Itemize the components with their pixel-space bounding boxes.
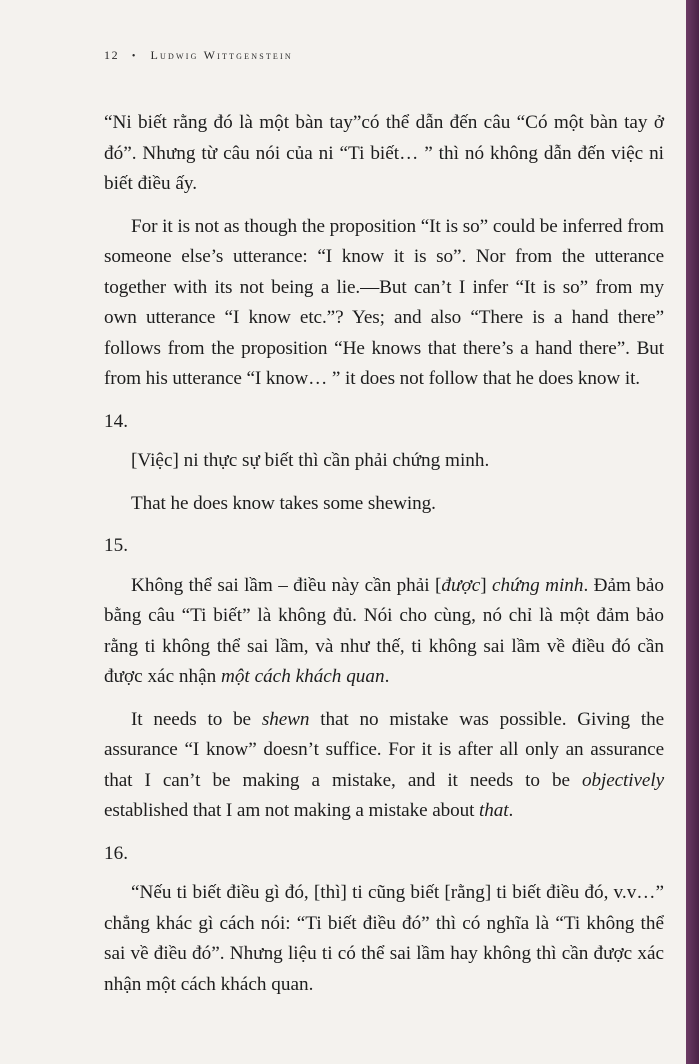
text-segment: ] xyxy=(480,574,492,596)
paragraph-vietnamese-16: “Nếu ti biết điều gì đó, [thì] ti cũng biết [rằng] ti biết điều đó, v.v…” chẳng khác gì cách nói: “Ti biết điều đó” thì có nghĩa là “Ti không thể sai về điều đó”. Nhưng liệu ti có thể sai lầm hay không thì cần được xác nhận một cách khách quan. xyxy=(104,882,664,995)
section-number-14: 14. xyxy=(104,410,128,432)
paragraph-english-15 xyxy=(104,705,664,827)
author-name: Ludwig Wittgenstein xyxy=(150,48,293,62)
book-cover-edge xyxy=(686,0,699,1064)
text-segment: established that I am not making a mistake about xyxy=(104,800,480,821)
italic-segment: chứng minh xyxy=(491,574,584,596)
italic-segment: shewn xyxy=(261,708,310,730)
text-segment: Không thể sai lầm – điều này cần phải [ xyxy=(131,574,442,596)
italic-segment: that xyxy=(479,800,509,821)
running-header xyxy=(104,48,293,63)
text-segment: that no mistake was possible. Giving the assurance “I know” doesn’t suffice. For it is after all only an assurance that I can’t be making a mistake, and it needs to be xyxy=(104,708,664,791)
page-number: 12 xyxy=(104,48,120,62)
header-separator: • xyxy=(131,51,137,62)
paragraph-vietnamese-14: [Việc] ni thực sự biết thì cần phải chứng minh. xyxy=(131,450,490,471)
text-segment: . xyxy=(384,666,390,687)
section-number-15: 15. xyxy=(104,535,128,556)
paragraph-english-1: For it is not as though the proposition “It is so” could be inferred from someone else’s utterance: “I know it is so”. Nor from the utterance together with its not being a lie.—But can’t I infer “It is so” from my own utterance “I know etc.”? Yes; and also “There is a hand there” follows from the proposition “He knows that there’s a hand there”. But from his utterance “I know… ” it does not follow that he does know it. xyxy=(104,215,664,389)
italic-segment: được xyxy=(441,574,481,596)
italic-segment: một cách khách quan xyxy=(220,666,385,687)
text-segment: It needs to be xyxy=(131,708,262,730)
paragraph-vietnamese-15 xyxy=(104,571,664,693)
text-segment: . xyxy=(508,800,514,821)
paragraph-english-14: That he does know takes some shewing. xyxy=(131,492,436,514)
page-body xyxy=(104,108,664,1012)
text-segment: . Đảm bảo bằng câu “Ti biết” là không đủ. Nói cho cùng, nó chỉ là một đảm bảo rằng ti không thể sai lầm, và như thế, ti không sai lầm về điều đó cần được xác nhận xyxy=(104,574,664,687)
paragraph-vietnamese-1: “Ni biết rằng đó là một bàn tay”có thể dẫn đến câu “Có một bàn tay ở đó”. Nhưng từ câu nói của ni “Ti biết… ” thì nó không dẫn đến việc ni biết điều ấy. xyxy=(104,112,664,194)
section-number-16: 16. xyxy=(104,842,128,864)
italic-segment: objectively xyxy=(582,769,664,791)
